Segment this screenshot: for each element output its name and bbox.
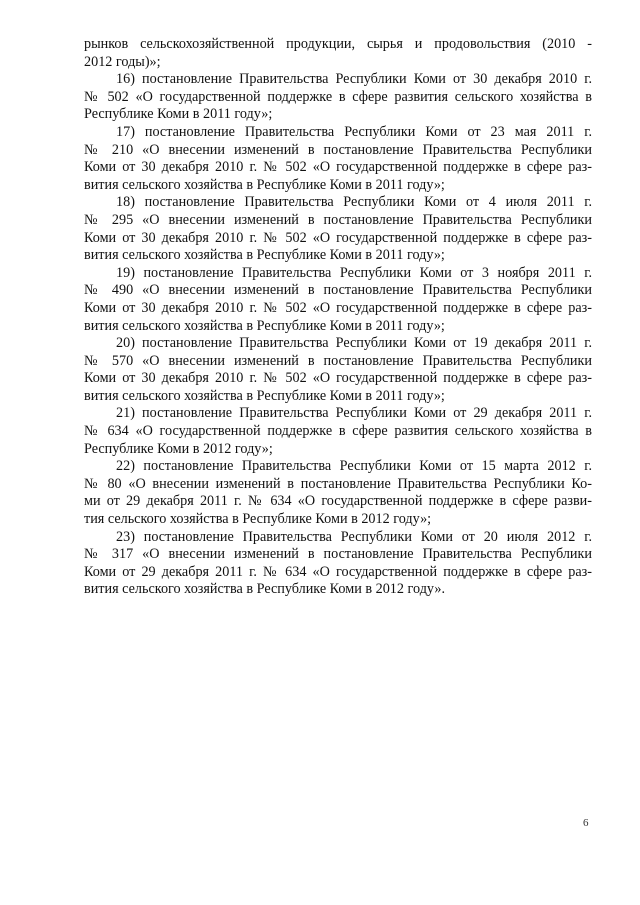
text-line: № 80 «О внесении изменений в постановление Правительства Республики Ко-: [84, 475, 592, 492]
text-line: № 502 «О государственной поддержке в сфере развития сельского хозяйства в: [84, 88, 592, 105]
text-line: 2012 годы)»;: [84, 53, 161, 70]
text-line: № 317 «О внесении изменений в постановление Правительства Республики: [84, 546, 592, 563]
text-line: 21) постановление Правительства Республики Коми от 29 декабря 2011 г.: [116, 405, 592, 422]
text-line: вития сельского хозяйства в Республике Коми в 2011 году»;: [84, 247, 445, 264]
paragraph-item-23: [84, 529, 592, 599]
text-line: тия сельского хозяйства в Республике Коми в 2012 году»;: [84, 511, 432, 528]
text-line: № 570 «О внесении изменений в постановление Правительства Республики: [84, 352, 592, 369]
text-line: 18) постановление Правительства Республики Коми от 4 июля 2011 г.: [116, 194, 592, 211]
page-number: 6: [583, 817, 589, 829]
text-line: 22) постановление Правительства Республики Коми от 15 марта 2012 г.: [116, 458, 592, 475]
paragraph-item-19: [84, 265, 592, 335]
text-line: Коми от 30 декабря 2010 г. № 502 «О государственной поддержке в сфере раз-: [84, 159, 592, 176]
paragraph-item-17: [84, 124, 592, 194]
text-line: вития сельского хозяйства в Республике Коми в 2011 году»;: [84, 176, 445, 193]
paragraph-item-16: [84, 71, 592, 124]
document-body: [84, 36, 592, 599]
text-line: вития сельского хозяйства в Республике Коми в 2012 году».: [84, 581, 446, 598]
paragraph-item-15-continuation: [84, 36, 592, 71]
text-line: № 634 «О государственной поддержке в сфере развития сельского хозяйства в: [84, 423, 592, 440]
text-line: № 210 «О внесении изменений в постановление Правительства Республики: [84, 141, 592, 158]
text-line: ми от 29 декабря 2011 г. № 634 «О государственной поддержке в сфере разви-: [84, 493, 592, 510]
paragraph-item-20: [84, 335, 592, 405]
text-line: 20) постановление Правительства Республики Коми от 19 декабря 2011 г.: [116, 335, 592, 352]
text-line: 23) постановление Правительства Республики Коми от 20 июля 2012 г.: [116, 528, 592, 545]
text-line: № 295 «О внесении изменений в постановление Правительства Республики: [84, 211, 592, 228]
text-line: Коми от 29 декабря 2011 г. № 634 «О государственной поддержке в сфере раз-: [84, 563, 592, 580]
text-line: вития сельского хозяйства в Республике Коми в 2011 году»;: [84, 387, 445, 404]
text-line: Коми от 30 декабря 2010 г. № 502 «О государственной поддержке в сфере раз-: [84, 299, 592, 316]
text-line: вития сельского хозяйства в Республике Коми в 2011 году»;: [84, 317, 445, 334]
text-line: 16) постановление Правительства Республики Коми от 30 декабря 2010 г.: [116, 71, 592, 88]
paragraph-item-22: [84, 458, 592, 528]
paragraph-item-21: [84, 405, 592, 458]
text-line: Коми от 30 декабря 2010 г. № 502 «О государственной поддержке в сфере раз-: [84, 370, 592, 387]
text-line: 17) постановление Правительства Республики Коми от 23 мая 2011 г.: [116, 123, 592, 140]
text-line: Республике Коми в 2012 году»;: [84, 440, 273, 457]
text-line: Коми от 30 декабря 2010 г. № 502 «О государственной поддержке в сфере раз-: [84, 229, 592, 246]
text-line: Республике Коми в 2011 году»;: [84, 106, 273, 123]
text-line: рынков сельскохозяйственной продукции, сырья и продовольствия (2010 -: [84, 36, 592, 52]
text-line: 19) постановление Правительства Республики Коми от 3 ноября 2011 г.: [116, 264, 592, 281]
text-line: № 490 «О внесении изменений в постановление Правительства Республики: [84, 282, 592, 299]
paragraph-item-18: [84, 194, 592, 264]
